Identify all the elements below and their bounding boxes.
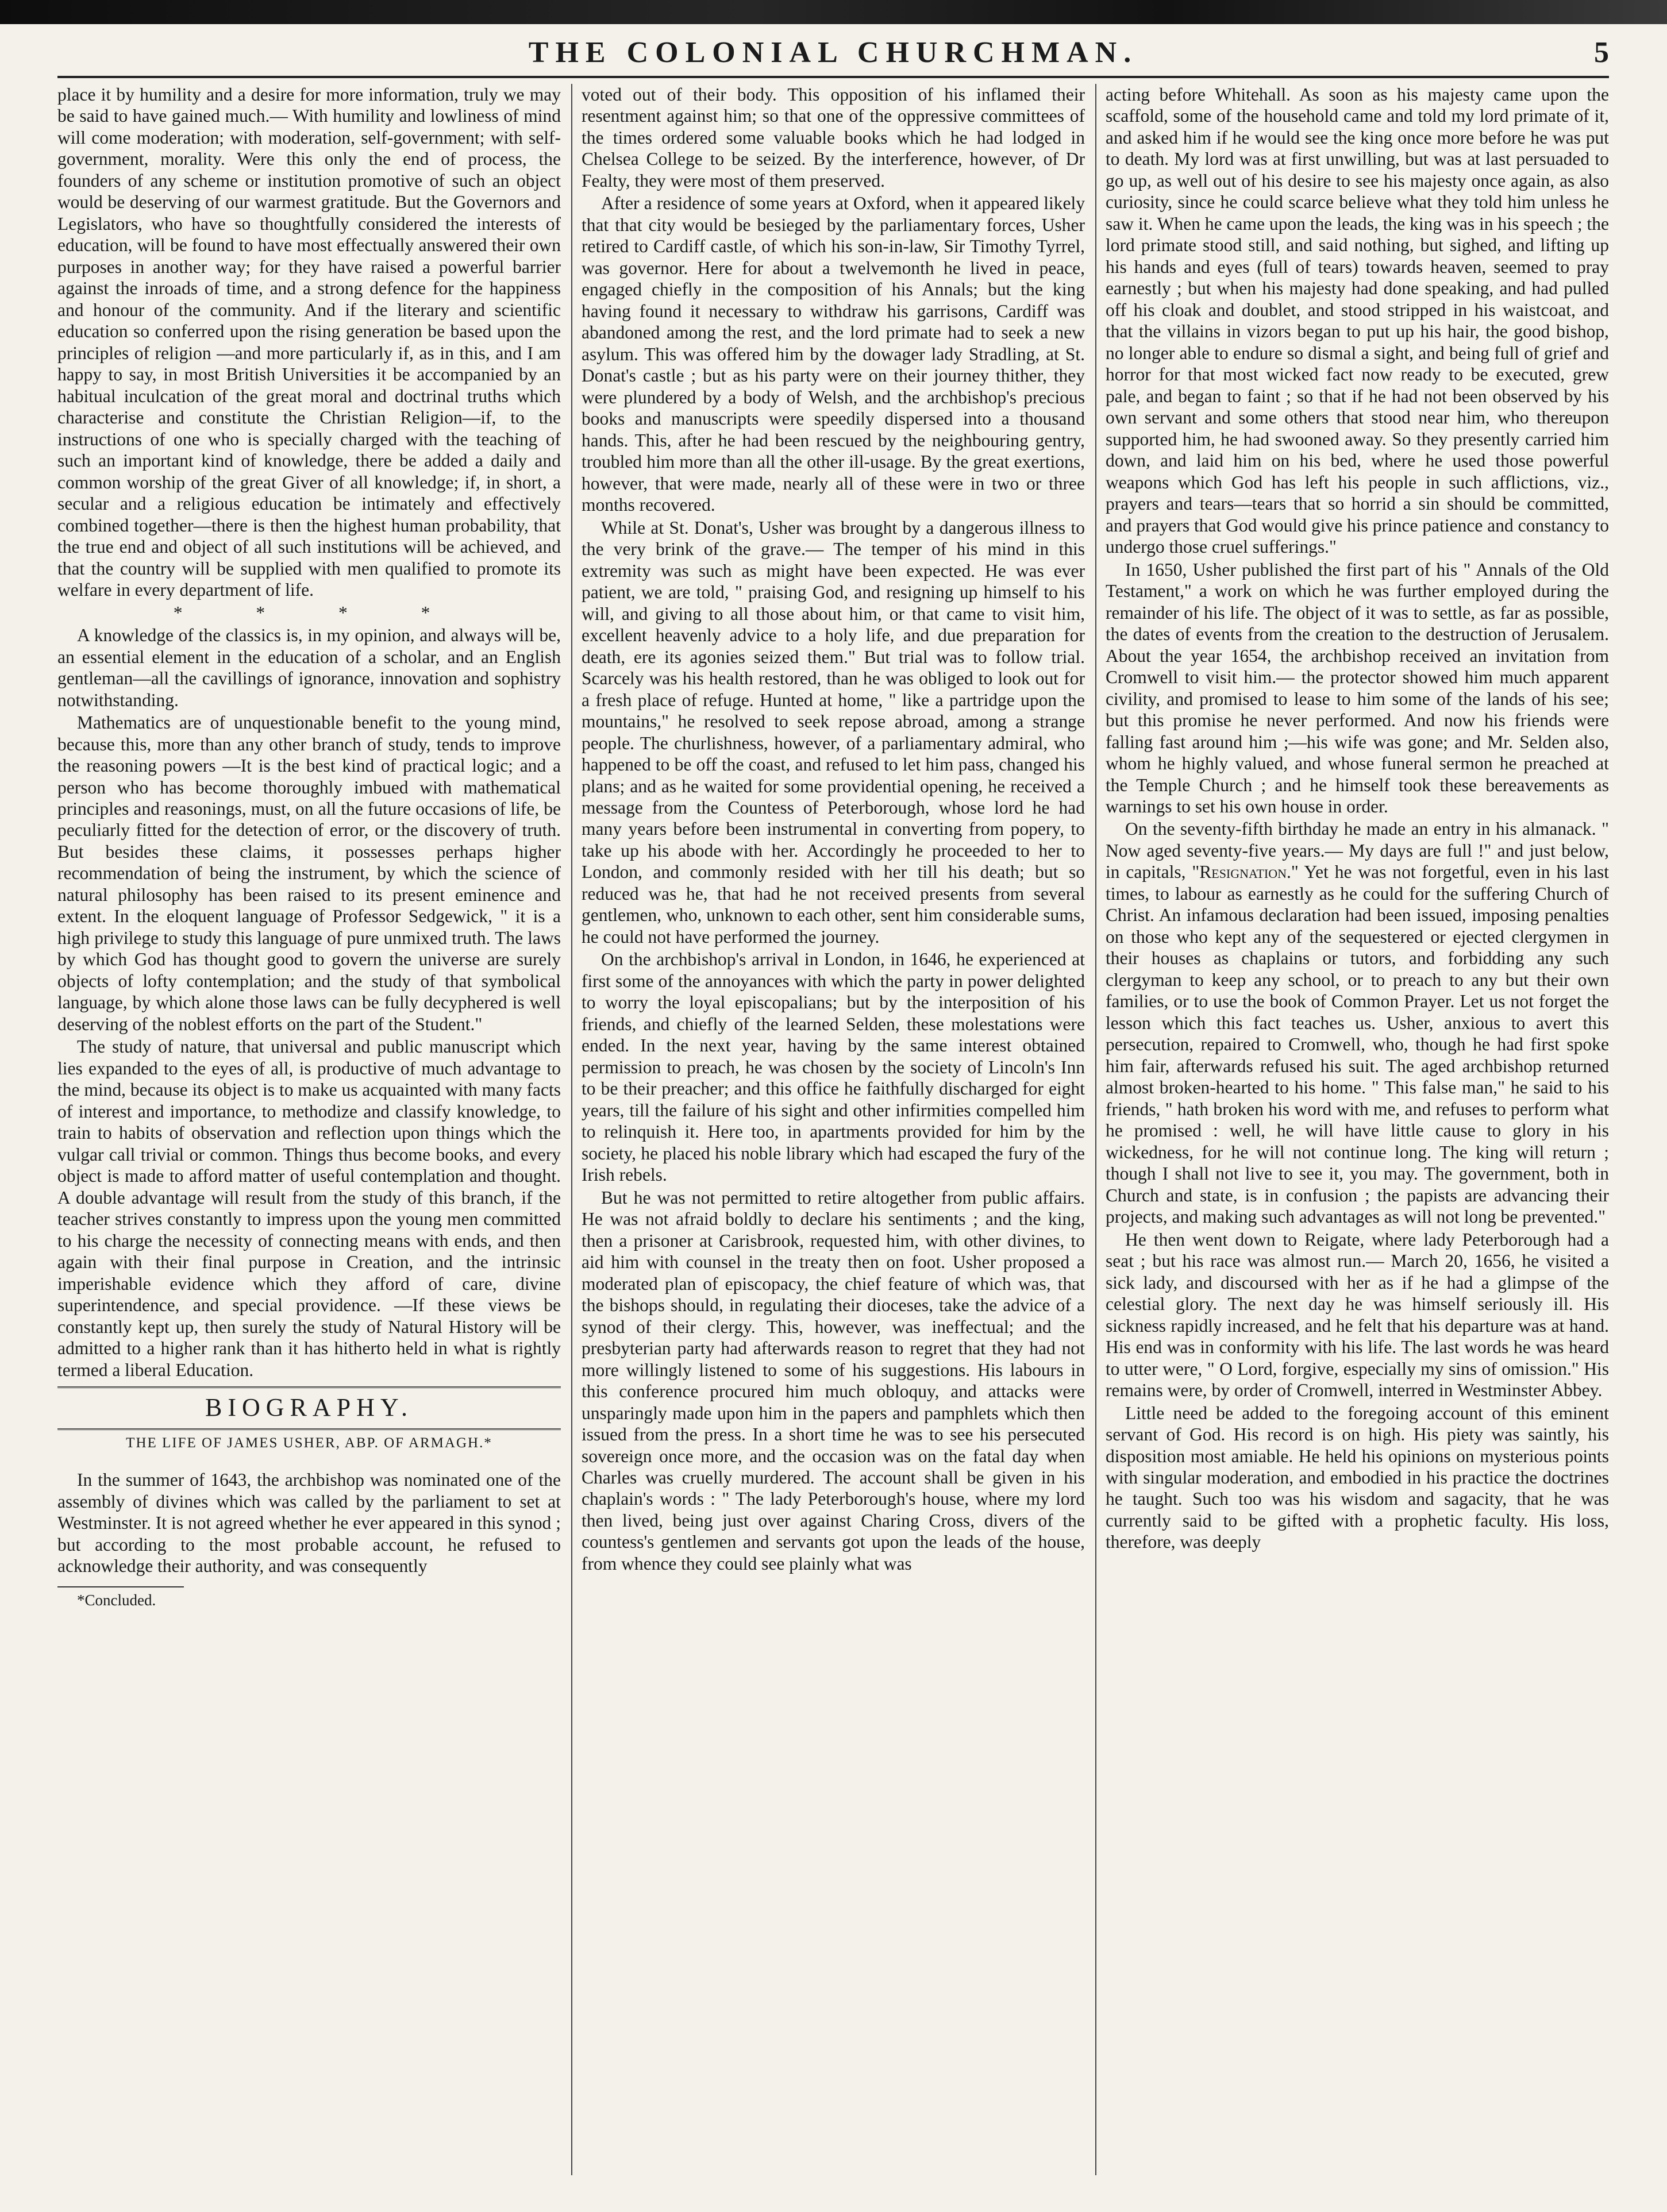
- text-run: " Yet he was not forgetful, even in his last times, to labour as earnestly as he could for the suffering Church of Christ. An infamous declaration had been issued, imposing penalties on those who kept any of the sequestered or ejected clergymen in their houses as chaplains or tutors, and forbidding any such clergyman to keep any school, or to preach to any but their own families, or to use the book of Common Prayer. Let us not forget the lesson which this fact teaches us. Usher, anxious to avert this persecution, repaired to Cromwell, who, though he had first spoke him fair, afterwards refused his suit. The aged archbishop returned almost broken-hearted to his home. " This false man," he said to his friends, " hath broken his word with me, and refuses to perform what he promised : well, he will have little cause to glory in his wickedness, for he will not continue long. The king will return ; though I shall not live to see it, you may. The government, both in Church and state, is in confusion ; the papists are advancing their projects, and making such advantages as will not long be prevented.": [1106, 862, 1609, 1227]
- paragraph: place it by humility and a desire for more information, truly we may be said to have gained much.— With humility and lowliness of mind will come moderation; with moderation, self-government; with self-government, morality. Were this only the end of process, the founders of any scheme or institution promotive of such an object would be deserving of our warmest gratitude. But the Governors and Legislators, who have so thoughtfully considered the interests of education, will be found to have most effectually answered their own purposes in another way; for they have raised a powerful barrier against the inroads of time, and a strong defence for the happiness and honour of the community. And if the literary and scientific education so conferred upon the rising generation be based upon the principles of religion —and more particularly if, as in this, and I am happy to say, in most British Universities it be accompanied by an habitual inculcation of the great moral and doctrinal truths which characterise and constitute the Christian Religion—if, to the instructions of one who is specially charged with the teaching of such an important kind of knowledge, there be added a daily and common worship of the great Giver of all knowledge; if, in short, a secular and a religious education be intimately and effectively combined together—there is then the highest human probability, that the true end and object of all such institutions will be achieved, and that the country will be supplied with men qualified to promote its welfare in every department of life.: [57, 84, 561, 600]
- small-caps-word: Resignation.: [1199, 862, 1291, 883]
- article-heading: THE LIFE OF JAMES USHER, ABP. OF ARMAGH.*: [126, 1435, 492, 1451]
- paragraph: He then went down to Reigate, where lady Peterborough had a seat ; but his race was almost run.— March 20, 1656, he visited a sick lady, and discoursed with her as if he had a glimpse of the celestial glory. The next day he was himself seriously ill. His sickness rapidly increased, and he felt that his departure was at hand. His end was in conformity with his life. The last words he was heard to utter were, " O Lord, forgive, especially my sins of omission." His remains were, by order of Cromwell, interred in Westminster Abbey.: [1106, 1229, 1609, 1401]
- column-3: [1106, 84, 1609, 2175]
- paragraph: A knowledge of the classics is, in my opinion, and always will be, an essential element in the education of a scholar, and an English gentleman—all the cavillings of ignorance, innovation and sophistry notwithstanding.: [57, 625, 561, 710]
- masthead: [57, 36, 1609, 74]
- paragraph: Little need be added to the foregoing account of this eminent servant of God. His record is on high. His piety was saintly, his disposition most amiable. He held his opinions on mysterious points with singular moderation, and embodied in his practice the doctrines he taught. Such too was his wisdom and sagacity, that he was currently said to be gifted with a prophetic faculty. His loss, therefore, was deeply: [1106, 1402, 1609, 1552]
- paragraph: The study of nature, that universal and public manuscript which lies expanded to the eyes of all, is productive of much advantage to the mind, because its object is to make us acquainted with many facts of interest and importance, to methodize and classify knowledge, to train to habits of observation and reflection upon things which the vulgar call trivial or common. Things thus become books, and every object is made to afford matter of useful contemplation and thought. A double advantage will result from the study of this branch, if the teacher strives constantly to impress upon the young men committed to his charge the necessity of connecting means with ends, and then again with their final purpose in Creation, and the intrinsic imperishable evidence which they afford of care, divine superintendence, and special providence. —If these views be constantly kept up, then surely the study of Natural History will be admitted to a higher rank than it has hitherto held in what is rightly termed a liberal Education.: [57, 1036, 561, 1380]
- paragraph: On the archbishop's arrival in London, in 1646, he experienced at first some of the annoyances with which the party in power delighted to worry the loyal episcopalians; but by the interposition of his friends, and chiefly of the learned Selden, these molestations were ended. In the next year, having by the same interest obtained permission to preach, he was chosen by the society of Lincoln's Inn to be their preacher; and this office he faithfully discharged for eight years, till the failure of his sight and other infirmities compelled him to relinquish it. Here too, in apartments provided for him by the society, he placed his noble library which had escaped the fury of the Irish rebels.: [582, 949, 1085, 1185]
- footnote: *Concluded.: [77, 1591, 156, 1609]
- paragraph: In 1650, Usher published the first part of his " Annals of the Old Testament," a work on which he was further employed during the remainder of his life. The object of it was to settle, as far as possible, the dates of events from the creation to the destruction of Jerusalem. About the year 1654, the archbishop received an invitation from Cromwell to visit him.— the protector showed him much apparent civility, and promised to lease to him some of the lands of his see; but this promise he never performed. And now his friends were falling fast around him ;—his wife was gone; and Mr. Selden also, whom he highly valued, and whose funeral sermon he preached at the Temple Church ; and he himself took these bereavements as warnings to set his own house in order.: [1106, 559, 1609, 816]
- scan-edge-band: [0, 0, 1667, 24]
- column-rule: [571, 84, 572, 2175]
- paragraph: In the summer of 1643, the archbishop was nominated one of the assembly of divines which was called by the parliament to set at Westminster. It is not agreed whether he ever appeared in this synod ; but according to the most probable account, he refused to acknowledge their authority, and was consequently: [57, 1470, 561, 1577]
- text-run: On the seventy-fifth birthday he made an entry in his almanack. " Now aged seventy-five years.— My days are full !" and just below, in capitals, ": [1106, 819, 1609, 883]
- paragraph: acting before Whitehall. As soon as his majesty came upon the scaffold, some of the household came and told my lord primate of it, and asked him if he would see the king once more before he was put to death. My lord was at first unwilling, but was at last persuaded to go up, as well out of his desire to see his majesty once again, as also curiosity, since he could scarce believe what they told him unless he saw it. When he came upon the leads, the king was in his speech ; the lord primate stood still, and said nothing, but sighed, and lifting up his hands and eyes (full of tears) towards heaven, seemed to pray earnestly ; but when his majesty had done speaking, and had pulled off his cloak and doublet, and stood stripped in his waistcoat, and that the villains in vizors began to put up his hair, the good bishop, no longer able to endure so dismal a sight, and being full of grief and horror for that most wicked fact now ready to be executed, grew pale, and began to faint ; so that if he had not been observed by his own servant and some others that stood near him, who thereupon supported him, he had swooned away. So they presently carried him down, and laid him on his bed, where he used those powerful weapons which God has left his people in such afflictions, viz., prayers and tears—tears that so horrid a sin should be committed, and prayers that God would give his prince patience and constancy to undergo those cruel sufferings.": [1106, 84, 1609, 557]
- column-rule: [1095, 84, 1096, 2175]
- paragraph: While at St. Donat's, Usher was brought by a dangerous illness to the very brink of the grave.— The temper of his mind in this extremity was such as might have been expected. He was ever patient, we are told, " praising God, and resigning up himself to his will, and giving to all those about him, or that came to visit him, excellent heavenly advice to a holy life, and due preparation for death, ere its agonies seized them." But trial was to follow trial. Scarcely was his health restored, than he was obliged to look out for a fresh place of refuge. Hunted at home, " like a partridge upon the mountains," he resolved to seek repose abroad, among a strange people. The churlishness, however, of a parliamentary admiral, who happened to be off the coast, and refused to let him pass, changed his plans; and as he waited for some providential opening, he received a message from the Countess of Peterborough, whose lord he had many years before been instrumental in converting from popery, to take up his abode with her. Accordingly he proceeded to her to London, and commonly resided with her till his death; but so reduced was he, that had he not received presents from several gentlemen, who, unknown to each other, sent him considerable sums, he could not have performed the journey.: [582, 517, 1085, 947]
- section-heading: BIOGRAPHY.: [205, 1393, 414, 1422]
- section-divider: [57, 1386, 561, 1388]
- paragraph: voted out of their body. This opposition of his inflamed their resentment against him; so that one of the oppressive committees of the times ordered some valuable books which he had lodged in Chelsea College to be seized. By the interference, however, of Dr Fealty, they were most of them preserved.: [582, 84, 1085, 191]
- paragraph: [1106, 818, 1609, 1227]
- paragraph: Mathematics are of unquestionable benefit to the young mind, because this, more than any other branch of study, tends to improve the reasoning powers —It is the best kind of practical logic; and a person who has become thoroughly imbued with mathematical principles and reasonings, must, on all the future occasions of life, be peculiarly fitted for the detection of error, or the discovery of truth. But besides these claims, it possesses perhaps higher recommendation of being the instrument, by which the science of natural philosophy has been raised to its present eminence and extent. In the eloquent language of Professor Sedgewick, " it is a high privilege to study this language of pure unmixed truth. The laws by which God has thought good to govern the universe are surely objects of lofty contemplation; and the study of that symbolical language, by which alone those laws can be fully decyphered is well deserving of the noblest efforts on the part of the Student.": [57, 712, 561, 1034]
- footnote-divider: [57, 1586, 184, 1587]
- section-divider: [57, 1428, 561, 1430]
- column-1: [57, 84, 561, 2175]
- section-break-stars: * * * *: [173, 602, 465, 623]
- column-2: [582, 84, 1085, 2175]
- paragraph: After a residence of some years at Oxford, when it appeared likely that that city would be besieged by the parliamentary forces, Usher retired to Cardiff castle, of which his son-in-law, Sir Timothy Tyrrel, was governor. Here for about a twelvemonth he lived in peace, engaged chiefly in the composition of his Annals; but the king having found it necessary to withdraw his garrisons, Cardiff was abandoned among the rest, and the lord primate had to seek a new asylum. This was offered him by the dowager lady Stradling, at St. Donat's castle ; but as his party were on their journey thither, they were plundered by a body of Welsh, and the archbishop's precious books and manuscripts were speedily dispersed into a thousand hands. This, after he had been rescued by the neighbouring gentry, troubled him more than all the other ill-usage. By the great exertions, however, that were made, nearly all of these were in two or three months recovered.: [582, 193, 1085, 515]
- masthead-rule: [57, 76, 1609, 78]
- paragraph: But he was not permitted to retire altogether from public affairs. He was not afraid boldly to declare his sentiments ; and the king, then a prisoner at Carisbrook, requested him, with other divines, to aid him with counsel in the treaty then on foot. Usher proposed a moderated plan of episcopacy, the chief feature of which was, that the bishops should, in regulating their dioceses, take the advice of a synod of their clergy. This, however, was ineffectual; and the presbyterian party had afterwards reason to regret that they had not more willingly listened to some of his suggestions. His labours in this conference procured him much obloquy, and attacks were unsparingly made upon him in the papers and pamphlets which then issued from the press. In a short time he was to see his persecuted sovereign once more, and the occasion was on the fatal day when Charles was cruelly murdered. The account shall be given in his chaplain's words : " The lady Peterborough's house, where my lord then lived, being just over against Charing Cross, divers of the countess's gentlemen and servants got upon the leads of the house, from whence they could see plainly what was: [582, 1187, 1085, 1574]
- newspaper-title: THE COLONIAL CHURCHMAN.: [528, 36, 1138, 69]
- page-number: 5: [1594, 36, 1609, 69]
- article-columns: [57, 84, 1609, 2175]
